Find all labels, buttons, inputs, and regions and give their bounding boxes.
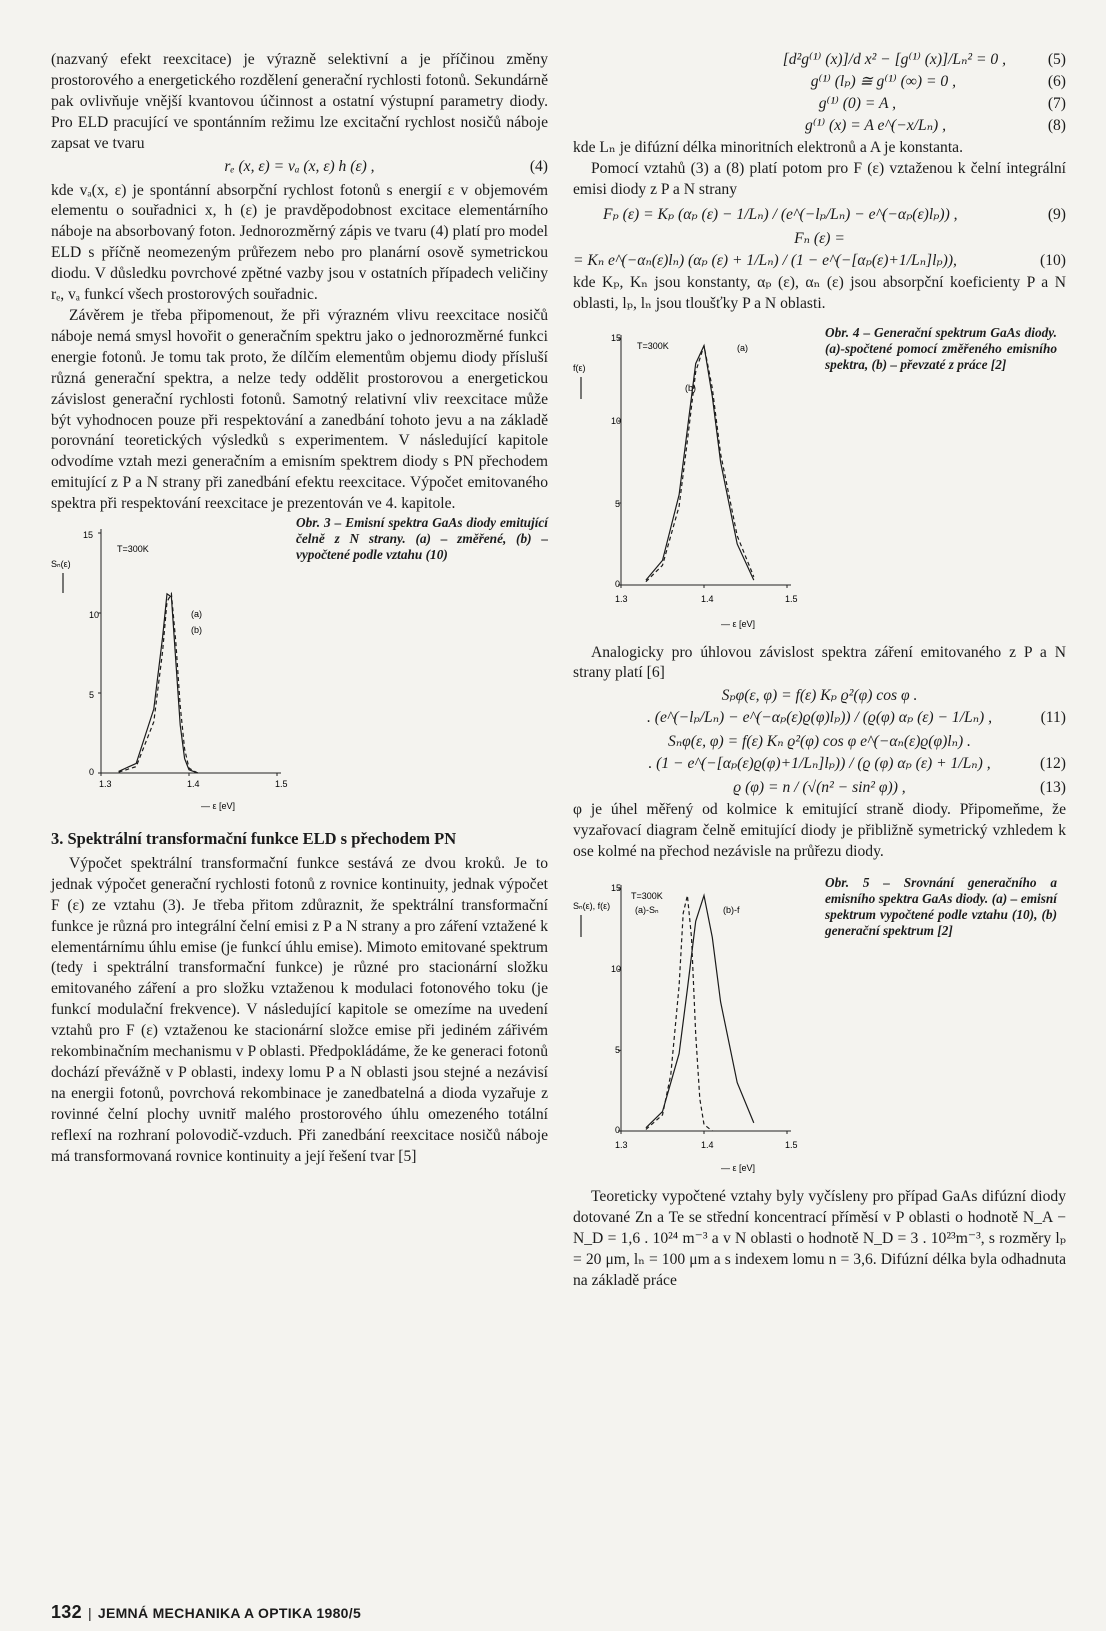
figure-4-caption: Obr. 4 – Generační spektrum GaAs diody. (a)-spočtené pomocí změřeného emisního spektra, (b) – převzaté z práce [2] (825, 324, 1057, 372)
journal-name: JEMNÁ MECHANIKA A OPTIKA 1980/5 (97, 1605, 362, 1621)
series-label-b: (b) (685, 382, 696, 393)
equation-text: ϱ (φ) = n / (√(n² − sin² φ)) , (733, 779, 906, 797)
equation-9 (573, 205, 1066, 227)
y-tick-label: 10 (89, 610, 100, 621)
x-tick-label: 1.3 (99, 779, 112, 790)
paragraph: Výpočet spektrální transformační funkce sestává ze dvou kroků. Je to jednak výpočet generační rychlosti fotonů z rovnice kontinuity, jednak výpočet F (ε) ze vztahu (3). Je třeba přitom zdůraznit, že spektrální transformační funkce je různá pro integrální čelní emisi z P a N strany a pro záření vztažené k elementárnímu úhlu emise (je funkcí úhlu emise). Mimoto emitované spektrum (tedy i spektrální transformační funkce) je různé pro stacionární složku emitovaného záření a pro složku vztaženou k modulaci fotonového toku (je funkcí modulační frekvence). V následující kapitole se omezíme na uvedení vztahů pro F (ε) vztaženou ke stacionární složce emise při jediném zářivém rekombinačním mechanismu v P oblasti. Předpokládáme, že ke generaci fotonů dochází převážně v P oblasti, indexy lomu P a N oblasti jsou stejné a nezávisí na energii fotonů, povrchová rekombinace je zanedbatelná a dioda vyzařuje z rovinné čelní plochy uvnitř malého prostorového úhlu omezeného totální reflexí na rozhraní polovodič-vzduch. Při zanedbání reexcitace nosičů náboje má transformovaná rovnice kontinuity a její řešení tvar [5] (51, 854, 548, 1165)
paragraph: φ je úhel měřený od kolmice k emitující straně diody. Připomeňme, že vyzařovací diagram čelně emitující diody je přibližně symetrický vzhledem k ose kolmé na přechod nezávisle na průřezu diody. (573, 801, 1066, 861)
series-label-a: (a) (191, 609, 202, 620)
equation-11b (573, 708, 1066, 730)
equation-8 (573, 116, 1066, 138)
equation-11a (573, 686, 1066, 708)
equation-7 (573, 94, 1066, 116)
equation-text: . (1 − e^(−[αₚ(ε)ϱ(φ)+1/Lₙ]lₚ)) / (ϱ (φ) αₚ (ε) + 1/Lₙ) , (648, 755, 991, 773)
x-tick-label: 1.5 (785, 593, 798, 604)
figure-4 (573, 321, 1066, 643)
equation-12a (573, 732, 1066, 754)
equation-text: [d²g⁽¹⁾ (x)]/d x² − [g⁽¹⁾ (x)]/Lₙ² = 0 , (782, 51, 1006, 68)
equation-text: Sₙφ(ε, φ) = f(ε) Kₙ ϱ²(φ) cos φ e^(−αₙ(ε)ϱ(φ)lₙ) . (668, 733, 971, 751)
figure-4-plot (573, 321, 813, 639)
equation-4 (51, 157, 548, 179)
paragraph: kde vₐ(x, ε) je spontánní absorpční rychlost fotonů s energií ε v objemovém elementu o souřadnici x, h (ε) je pravděpodobnost excitace elementárního náboje na absorbovaný foton. Jednorozměrný zápis ve tvaru (4) platí pro model ELD s příčně neomezeným průřezem nebo pro planární osově symetrickou diodu. V důsledku povrchové zpětné vazby jsou v ostatních případech veličiny rₑ, vₐ funkcí všech prostorových souřadnic. (51, 181, 548, 304)
y-tick-label: 10 (611, 415, 622, 426)
x-tick-label: 1.4 (701, 1140, 714, 1151)
y-tick-label: 5 (89, 690, 95, 701)
right-column (573, 50, 1066, 1292)
equation-text: Fₙ (ε) = (794, 229, 845, 247)
equation-text: = Kₙ e^(−αₙ(ε)lₙ) (αₚ (ε) + 1/Lₙ) / (1 − e^(−[αₚ(ε)+1/Lₙ]lₚ)), (573, 251, 957, 269)
equation-10a (573, 229, 1066, 251)
y-tick-label: 15 (611, 332, 622, 343)
y-tick-label: 5 (615, 498, 621, 509)
series-label-a: (a) (737, 342, 748, 353)
x-tick-label: 1.3 (615, 593, 628, 604)
equation-number: (9) (1047, 205, 1066, 223)
x-axis-label: — ε [eV] (721, 618, 756, 629)
paragraph: kde Kₚ, Kₙ jsou konstanty, αₚ (ε), αₙ (ε) jsou absorpční koeficienty P a N oblasti, lₚ, lₙ jsou tloušťky P a N oblasti. (573, 273, 1066, 312)
temperature-label: T=300K (631, 891, 663, 902)
page-number: 132 (51, 1602, 82, 1622)
equation-text: g⁽¹⁾ (lₚ) ≅ g⁽¹⁾ (∞) = 0 , (810, 73, 956, 90)
paragraph: Analogicky pro úhlovou závislost spektra záření emitovaného z P a N strany platí [6] (573, 643, 1066, 682)
y-tick-label: 0 (89, 767, 95, 778)
equation-10b (573, 251, 1066, 273)
equation-number: (12) (1040, 755, 1066, 773)
equation-13 (573, 778, 1066, 800)
paragraph: Závěrem je třeba připomenout, že při výrazném vlivu reexcitace nosičů náboje nemá smysl hovořit o generačním spektru jako o jednorozměrné funkci energie fotonů. Je tomu tak proto, že dílčím elementům objemu diody přísluší různá generační spektra, a nelze tedy oddělit prostorovou a energetickou závislost generační rychlosti fotonů. Samotný relativní vliv reexcitace může být vyhodnocen pouze při respektování a zanedbání tohoto jevu a na základě porovnání teoretických výsledků s experimentem. V následující kapitole odvodíme vztah mezi generačním a emisním spektrem diody s PN přechodem emitující z P a N strany při zanedbání efektu reexcitace. Výpočet emitovaného spektra při respektování reexcitace je prezentován ve 4. kapitole. (51, 306, 548, 513)
equation-6 (573, 72, 1066, 94)
equation-text: Fₚ (ε) = Kₚ (αₚ (ε) − 1/Lₙ) / (e^(−lₚ/Lₙ) − e^(−αₚ(ε)lₚ)) , (603, 205, 958, 223)
left-column (51, 50, 548, 1168)
series-line-b (119, 594, 198, 773)
y-tick-label: 0 (615, 1125, 621, 1136)
paragraph: Pomocí vztahů (3) a (8) platí potom pro F (ε) vztaženou k čelní integrální emisi diody z P a N strany (573, 159, 1066, 198)
equation-12b (573, 754, 1066, 776)
x-tick-label: 1.3 (615, 1140, 628, 1151)
y-tick-label: 15 (83, 530, 94, 541)
x-tick-label: 1.5 (275, 779, 288, 790)
equation-number: (13) (1040, 779, 1066, 797)
figure-5-caption: Obr. 5 – Srovnání generačního a emisního spektra GaAs diody. (a) – emisní spektrum vypočtené podle vztahu (10), (b) generační spektrum [2] (825, 875, 1057, 939)
equation-number: (11) (1040, 709, 1066, 727)
x-axis-label: — ε [eV] (201, 801, 236, 812)
equation-number: (6) (1047, 73, 1066, 90)
equation-5 (573, 50, 1066, 72)
y-tick-label: 15 (611, 883, 622, 894)
y-tick-label: 0 (615, 578, 621, 589)
footer-divider: | (87, 1605, 92, 1621)
y-tick-label: 10 (611, 964, 622, 975)
section-heading: 3. Spektrální transformační funkce ELD s přechodem PN (51, 829, 457, 849)
series-label-b: (b) (191, 625, 202, 636)
y-axis-label: f(ε) (573, 362, 586, 373)
equation-number: (8) (1047, 117, 1066, 134)
equation-number: (7) (1047, 95, 1066, 112)
series-label-a: (a)-Sₙ (635, 905, 659, 916)
equation-number: (4) (529, 157, 548, 175)
paragraph: (nazvaný efekt reexcitace) je výrazně selektivní a je příčinou změny prostorového a energetického rozdělení generační rychlosti fotonů. Sekundárně pak ovlivňuje vnější kvantovou účinnost a ostatní výstupní parametry diody. Pro ELD pracující ve spontánním režimu lze excitační rychlost nosičů náboje zapsat ve tvaru (51, 51, 548, 152)
equation-text: . (e^(−lₚ/Lₙ) − e^(−αₚ(ε)ϱ(φ)lₚ)) / (ϱ(φ) αₚ (ε) − 1/Lₙ) , (646, 709, 993, 727)
equation-text: Sₚφ(ε, φ) = f(ε) Kₚ ϱ²(φ) cos φ . (721, 687, 918, 705)
equation-number: (10) (1040, 251, 1066, 269)
page-footer (51, 1602, 361, 1623)
series-label-b: (b)-f (723, 905, 740, 916)
equation-number: (5) (1047, 51, 1066, 68)
figure-3-caption: Obr. 3 – Emisní spektra GaAs diody emitující čelně z N strany. (a) – změřené, (b) – vypočtené podle vztahu (10) (296, 515, 548, 563)
temperature-label: T=300K (117, 544, 149, 555)
figure-3 (51, 515, 548, 821)
equation-text: g⁽¹⁾ (0) = A , (818, 95, 896, 112)
x-tick-label: 1.4 (187, 779, 200, 790)
y-tick-label: 5 (615, 1045, 621, 1056)
y-axis-label: Sₙ(ε), f(ε) (573, 901, 611, 912)
paragraph: Teoreticky vypočtené vztahy byly vyčísleny pro případ GaAs difúzní diody dotované Zn a Te se střední koncentrací příměsí v P oblasti o hodnotě N_A − N_D = 1,6 . 10²⁴ m⁻³ a v N oblasti o hodnotě N_D = 3 . 10²³m⁻³, s rozměry lₚ = 20 μm, lₙ = 100 μm a s indexem lomu n = 3,6. Difúzní délka byla odhadnuta na základě práce (573, 1188, 1066, 1289)
equation-text: g⁽¹⁾ (x) = A e^(−x/Lₙ) , (805, 117, 946, 134)
figure-5-plot (573, 871, 813, 1183)
x-axis-label: — ε [eV] (721, 1163, 756, 1174)
figure-3-plot (51, 517, 291, 817)
figure-5 (573, 871, 1066, 1187)
equation-text: rₑ (x, ε) = vₐ (x, ε) h (ε) , (224, 157, 375, 175)
x-tick-label: 1.4 (701, 593, 714, 604)
x-tick-label: 1.5 (785, 1140, 798, 1151)
paragraph: kde Lₙ je difúzní délka minoritních elektronů a A je konstanta. (573, 139, 963, 156)
y-axis-label: Sₙ(ε) (51, 559, 71, 570)
temperature-label: T=300K (637, 340, 669, 351)
series-line-a (646, 896, 712, 1132)
